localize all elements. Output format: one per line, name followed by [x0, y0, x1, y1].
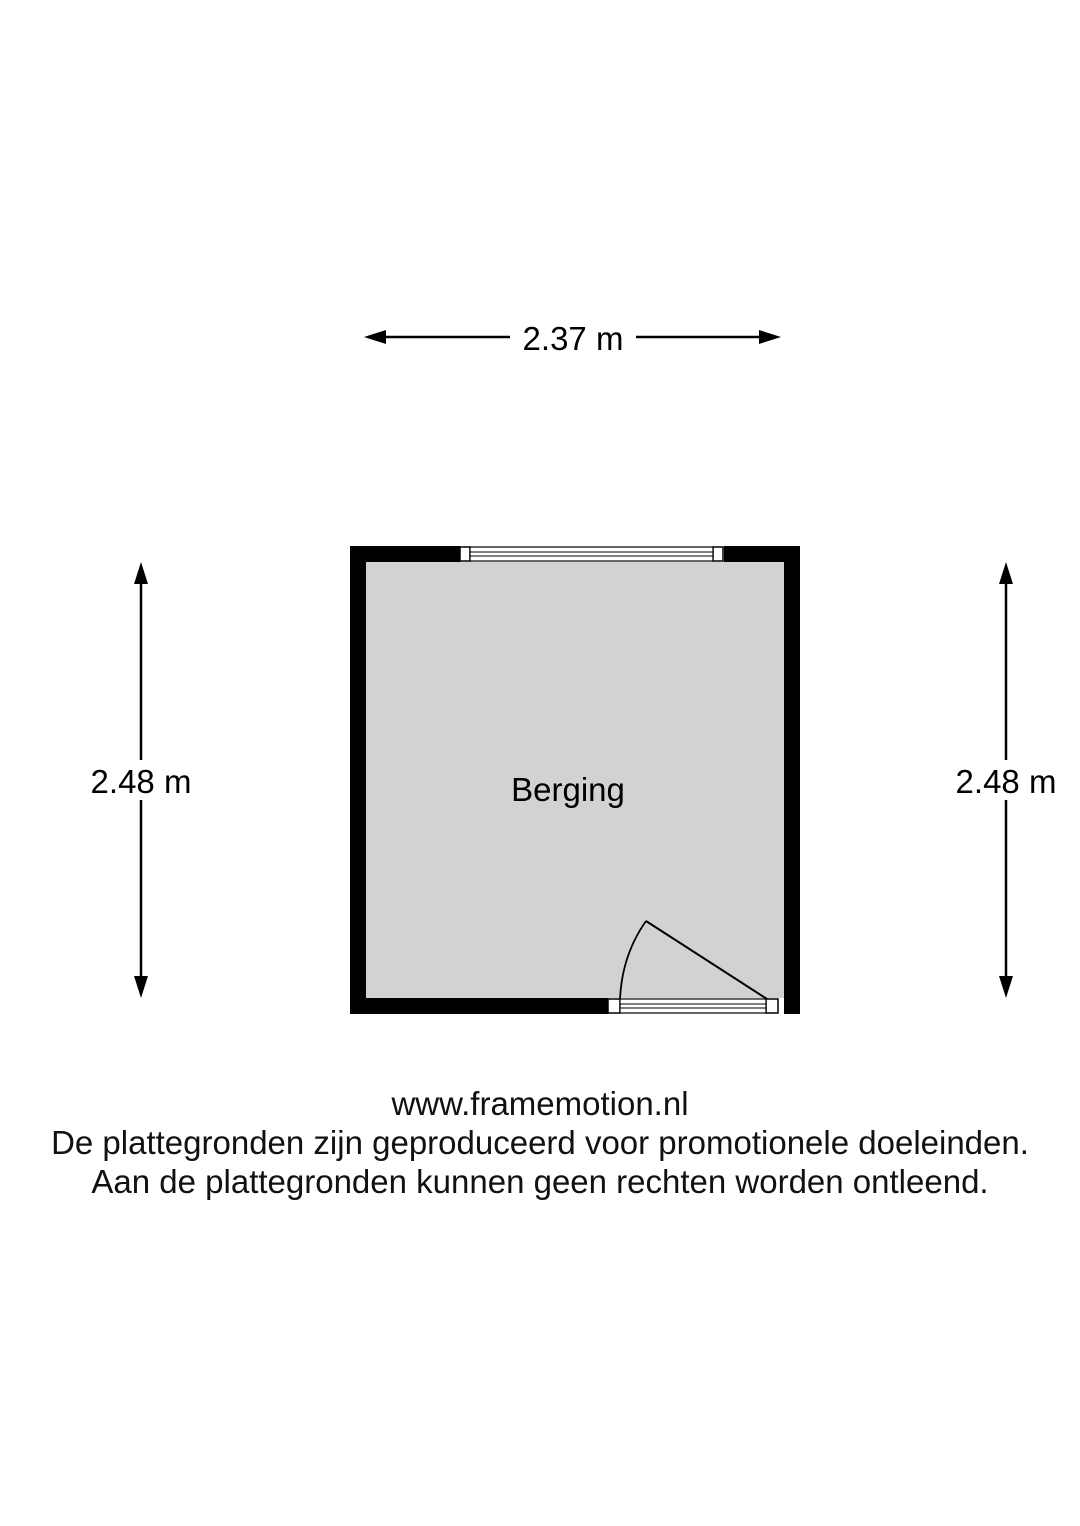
window-glass [470, 547, 713, 561]
arrow-left-icon [364, 330, 386, 344]
arrow-up-icon [999, 562, 1013, 584]
arrow-down-icon [134, 976, 148, 998]
wall-bottom-left [350, 998, 608, 1014]
room-label: Berging [511, 771, 625, 808]
wall-top-right [724, 546, 800, 562]
wall-top-left [350, 546, 460, 562]
window-top [460, 547, 723, 561]
height-right-label: 2.48 m [955, 763, 1057, 800]
arrow-right-icon [759, 330, 781, 344]
door-threshold [620, 999, 766, 1013]
arrow-down-icon [999, 976, 1013, 998]
website-link[interactable]: www.framemotion.nl [391, 1085, 689, 1122]
wall-left [350, 546, 366, 1014]
width-dimension [364, 320, 781, 357]
window-frame-left [460, 547, 470, 561]
height-dimension-left [91, 562, 192, 998]
room-berging [350, 546, 800, 1014]
arrow-up-icon [134, 562, 148, 584]
door-frame-left [608, 999, 620, 1013]
height-left-label: 2.48 m [90, 763, 192, 800]
disclaimer-line-1: De plattegronden zijn geproduceerd voor promotionele doeleinden. [51, 1124, 1029, 1161]
wall-right [784, 546, 800, 1014]
height-dimension-right [956, 562, 1057, 998]
disclaimer-line-2: Aan de plattegronden kunnen geen rechten worden ontleend. [91, 1163, 989, 1200]
door-frame-right [766, 999, 778, 1013]
width-dimension-label: 2.37 m [522, 320, 624, 357]
window-frame-right [713, 547, 723, 561]
footer [0, 1084, 1080, 1201]
